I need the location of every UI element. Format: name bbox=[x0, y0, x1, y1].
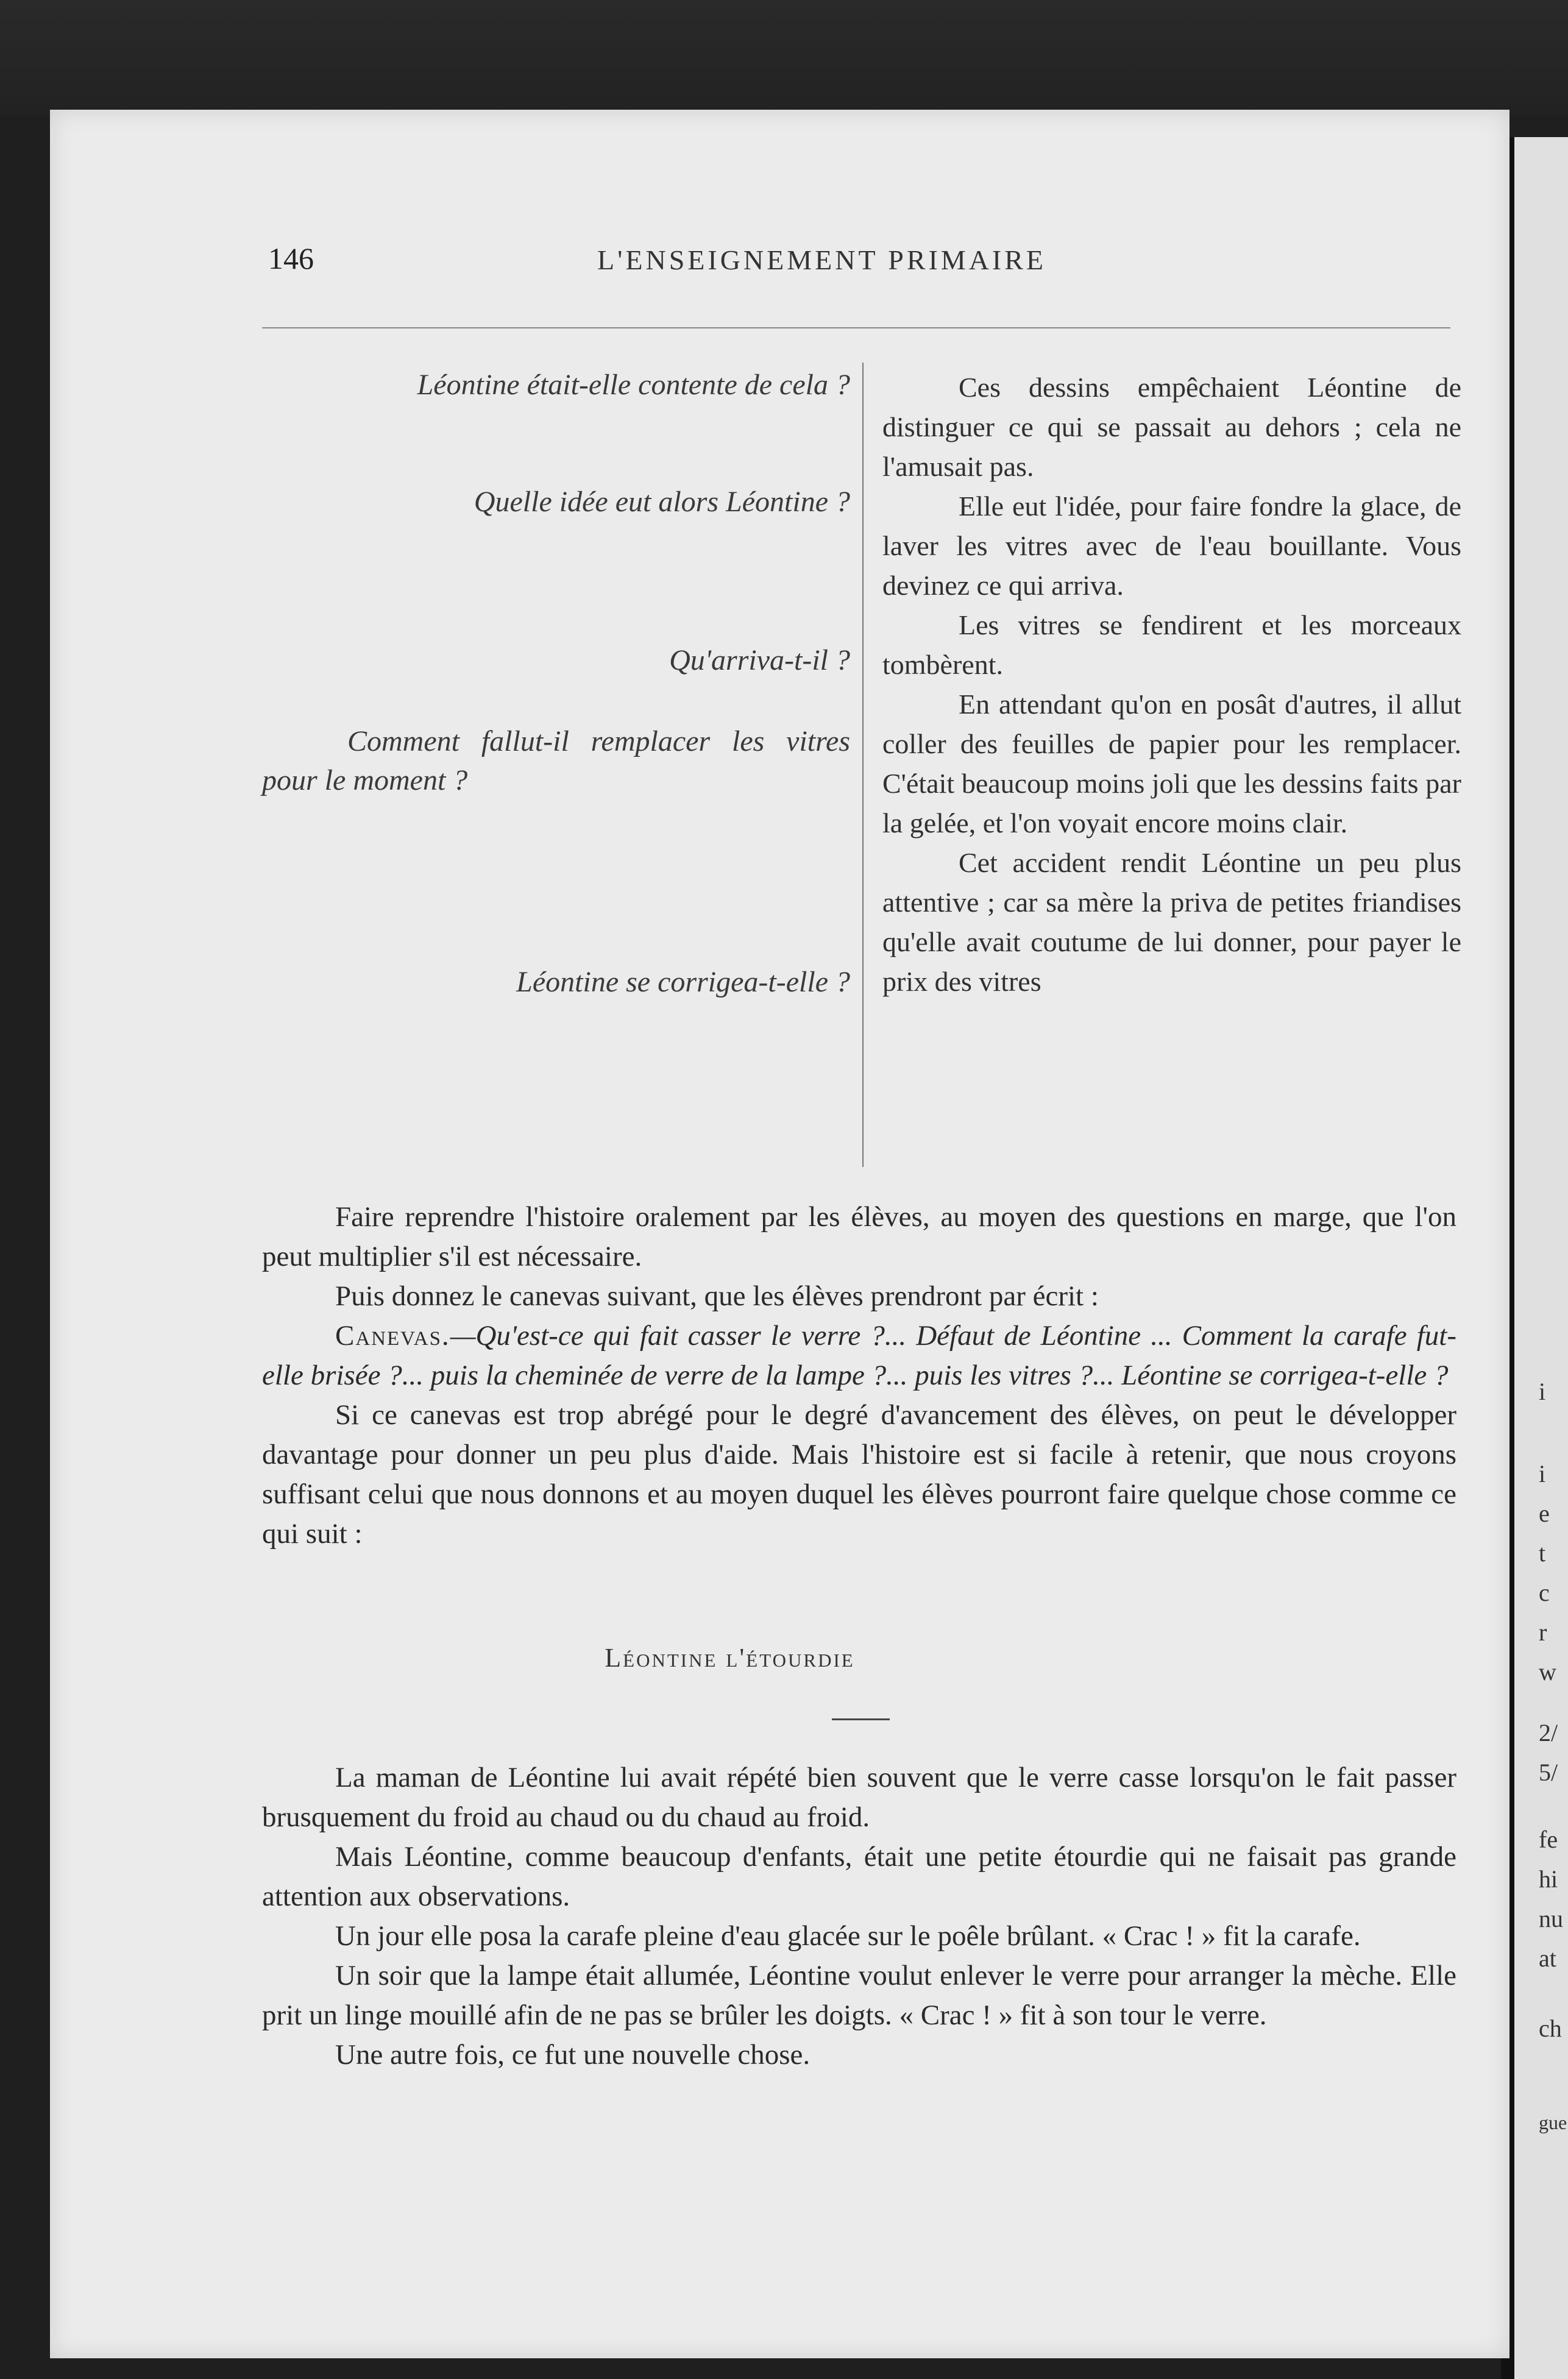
next-page-fragment: 5/ bbox=[1539, 1759, 1558, 1786]
scan-background bbox=[0, 0, 1568, 116]
instruction-paragraph: Si ce canevas est trop abrégé pour le degré d'avancement des élèves, on peut le développer davantage pour donner un peu plus d'aide. Mais l'histoire est si facile à retenir, que nous croyons suffisant celui que nous donnons et au moyen duquel les élèves pourront faire quelque chose comme ce qui suit : bbox=[262, 1399, 1456, 1550]
column-divider bbox=[862, 363, 864, 1167]
section-title: Léontine l'étourdie bbox=[605, 1643, 855, 1673]
next-page-fragment: e bbox=[1539, 1500, 1550, 1527]
next-page-fragment: nu bbox=[1539, 1905, 1563, 1932]
margin-question: Qu'arriva-t-il ? bbox=[669, 644, 850, 676]
margin-question: Quelle idée eut alors Léontine ? bbox=[474, 486, 850, 518]
header-rule bbox=[262, 327, 1450, 328]
story-paragraph: Elle eut l'idée, pour faire fondre la glace, de laver les vitres avec de l'eau bouillante. Vous devinez ce qui arriva. bbox=[882, 491, 1461, 601]
next-page-fragment: t bbox=[1539, 1539, 1546, 1567]
final-story-paragraph: La maman de Léontine lui avait répété bien souvent que le verre casse lorsqu'on le fait passer brusquement du froid au chaud ou du chaud au froid. bbox=[262, 1762, 1456, 1833]
canevas-label: Canevas. bbox=[335, 1320, 450, 1352]
adjacent-page-edge bbox=[1501, 137, 1568, 2379]
story-paragraph: Cet accident rendit Léontine un peu plus attentive ; car sa mère la priva de petites friandises qu'elle avait coutume de lui donner, pour payer le prix des vitres bbox=[882, 847, 1461, 997]
title-rule bbox=[832, 1718, 890, 1720]
next-page-fragment: 2/ bbox=[1539, 1719, 1558, 1746]
story-paragraph: Ces dessins empêchaient Léontine de distinguer ce qui se passait au dehors ; cela ne l'amusait pas. bbox=[882, 372, 1461, 482]
final-story-paragraph: Mais Léontine, comme beaucoup d'enfants, était une petite étourdie qui ne faisait pas grande attention aux observations. bbox=[262, 1841, 1456, 1912]
margin-question: Comment fallut-il remplacer les vitres pour le moment ? bbox=[262, 725, 850, 796]
next-page-fragment: c bbox=[1539, 1579, 1550, 1606]
next-page-fragment: i bbox=[1539, 1460, 1546, 1487]
margin-question: Léontine se corrigea-t-elle ? bbox=[516, 966, 850, 998]
canevas-text: —Qu'est-ce qui fait casser le verre ?... Défaut de Léontine ... Comment la carafe fut-elle brisée ?... puis la cheminée de verre de la lampe ?... puis les vitres ?... Léontine se corrigea-t-elle ? bbox=[262, 1320, 1456, 1391]
page-number: 146 bbox=[268, 241, 314, 275]
next-page-fragment: hi bbox=[1539, 1865, 1558, 1893]
next-page-fragment: r bbox=[1539, 1618, 1547, 1646]
instructions-block bbox=[262, 1197, 1456, 1554]
next-page-fragment: ch bbox=[1539, 2015, 1562, 2042]
margin-question: Léontine était-elle contente de cela ? bbox=[417, 369, 850, 401]
instruction-paragraph: Faire reprendre l'histoire oralement par les élèves, au moyen des questions en marge, que l'on peut multiplier s'il est nécessaire. bbox=[262, 1201, 1456, 1272]
instruction-paragraph: Puis donnez le canevas suivant, que les élèves prendront par écrit : bbox=[335, 1280, 1099, 1312]
next-page-fragment: i bbox=[1539, 1378, 1546, 1405]
next-page-fragment: gue bbox=[1539, 2111, 1567, 2133]
canevas-paragraph bbox=[262, 1316, 1456, 1395]
next-page-fragment: at bbox=[1539, 1945, 1556, 1972]
final-story-paragraph: Un jour elle posa la carafe pleine d'eau glacée sur le poêle brûlant. « Crac ! » fit la carafe. bbox=[335, 1920, 1361, 1952]
story-paragraph: En attendant qu'on en posât d'autres, il allut coller des feuilles de papier pour les remplacer. C'était beaucoup moins joli que les dessins faits par la gelée, et l'on voyait encore moins clair. bbox=[882, 689, 1461, 838]
story-paragraph: Les vitres se fendirent et les morceaux tombèrent. bbox=[882, 609, 1461, 680]
next-page-fragment: w bbox=[1539, 1658, 1556, 1686]
story-column bbox=[882, 367, 1461, 1001]
final-story-paragraph: Une autre fois, ce fut une nouvelle chose. bbox=[335, 2039, 811, 2071]
next-page-fragment: fe bbox=[1539, 1826, 1558, 1853]
final-story bbox=[262, 1758, 1456, 2075]
running-head-title: L'ENSEIGNEMENT PRIMAIRE bbox=[597, 244, 1047, 275]
final-story-paragraph: Un soir que la lampe était allumée, Léontine voulut enlever le verre pour arranger la mèche. Elle prit un linge mouillé afin de ne pas se brûler les doigts. « Crac ! » fit à son tour le verre. bbox=[262, 1960, 1456, 2031]
